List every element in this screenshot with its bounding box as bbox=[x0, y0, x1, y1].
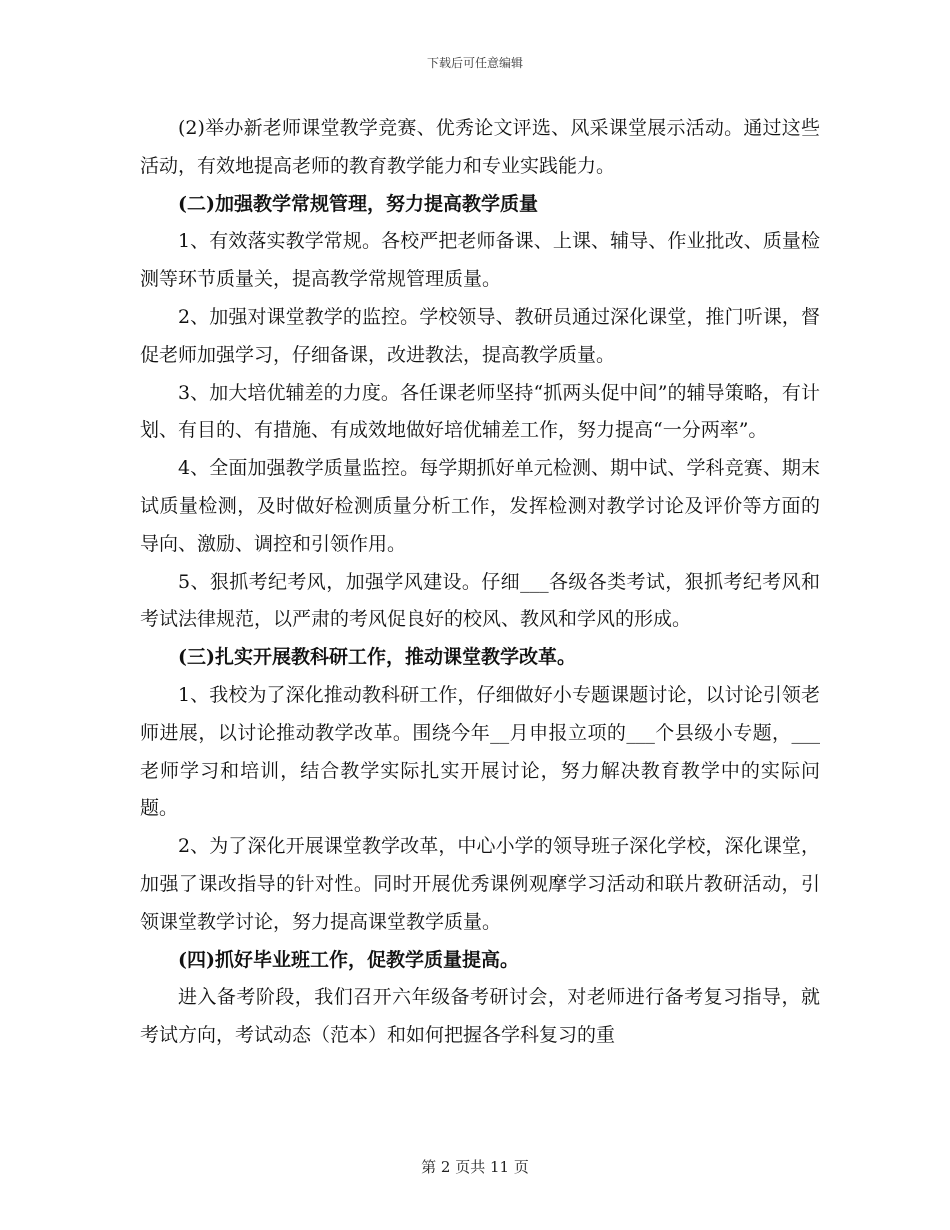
page-header: 下载后可任意编辑 bbox=[426, 56, 523, 70]
paragraph: 3、加大培优辅差的力度。各任课老师坚持“抓两头促中间”的辅导策略，有计划、有目的、有措施、有成效地做好培优辅差工作，努力提高“一分两率”。 bbox=[140, 381, 820, 442]
paragraph: 2、为了深化开展课堂教学改革，中心小学的领导班子深化学校，深化课堂，加强了课改指导的针对性。同时开展优秀课例观摩学习活动和联片教研活动，引领课堂教学讨论，努力提高课堂教学质量。 bbox=[140, 835, 820, 933]
section-heading: (三)扎实开展教科研工作，推动课堂教学改革。 bbox=[178, 646, 576, 669]
paragraph: 进入备考阶段，我们召开六年级备考研讨会，对老师进行备考复习指导，就考试方向，考试动态（范本）和如何把握各学科复习的重 bbox=[140, 986, 820, 1047]
paragraph: 2、加强对课堂教学的监控。学校领导、教研员通过深化课堂，推门听课，督促老师加强学习，仔细备课，改进教法，提高教学质量。 bbox=[140, 305, 820, 366]
section-heading: (二)加强教学常规管理，努力提高教学质量 bbox=[178, 192, 538, 215]
page-footer: 第 2 页共 11 页 bbox=[421, 1158, 529, 1176]
paragraph: (2)举办新老师课堂教学竞赛、优秀论文评选、风采课堂展示活动。通过这些活动，有效地提高老师的教育教学能力和专业实践能力。 bbox=[140, 117, 820, 177]
paragraph: 1、有效落实教学常规。各校严把老师备课、上课、辅导、作业批改、质量检测等环节质量关，提高教学常规管理质量。 bbox=[140, 230, 820, 291]
paragraph: 4、全面加强教学质量监控。每学期抓好单元检测、期中试、学科竞赛、期末试质量检测，及时做好检测质量分析工作，发挥检测对教学讨论及评价等方面的导向、激励、调控和引领作用。 bbox=[140, 457, 820, 555]
document-body bbox=[140, 110, 820, 1055]
paragraph: 5、狠抓考纪考风，加强学风建设。仔细___各级各类考试，狠抓考纪考风和考试法律规范，以严肃的考风促良好的校风、教风和学风的形成。 bbox=[140, 570, 820, 631]
paragraph: 1、我校为了深化推动教科研工作，仔细做好小专题课题讨论，以讨论引领老师进展，以讨论推动教学改革。围绕今年__月申报立项的___个县级小专题，___老师学习和培训，结合教学实际扎实开展讨论，努力解决教育教学中的实际问题。 bbox=[140, 683, 820, 820]
section-heading: (四)抓好毕业班工作，促教学质量提高。 bbox=[178, 948, 519, 971]
